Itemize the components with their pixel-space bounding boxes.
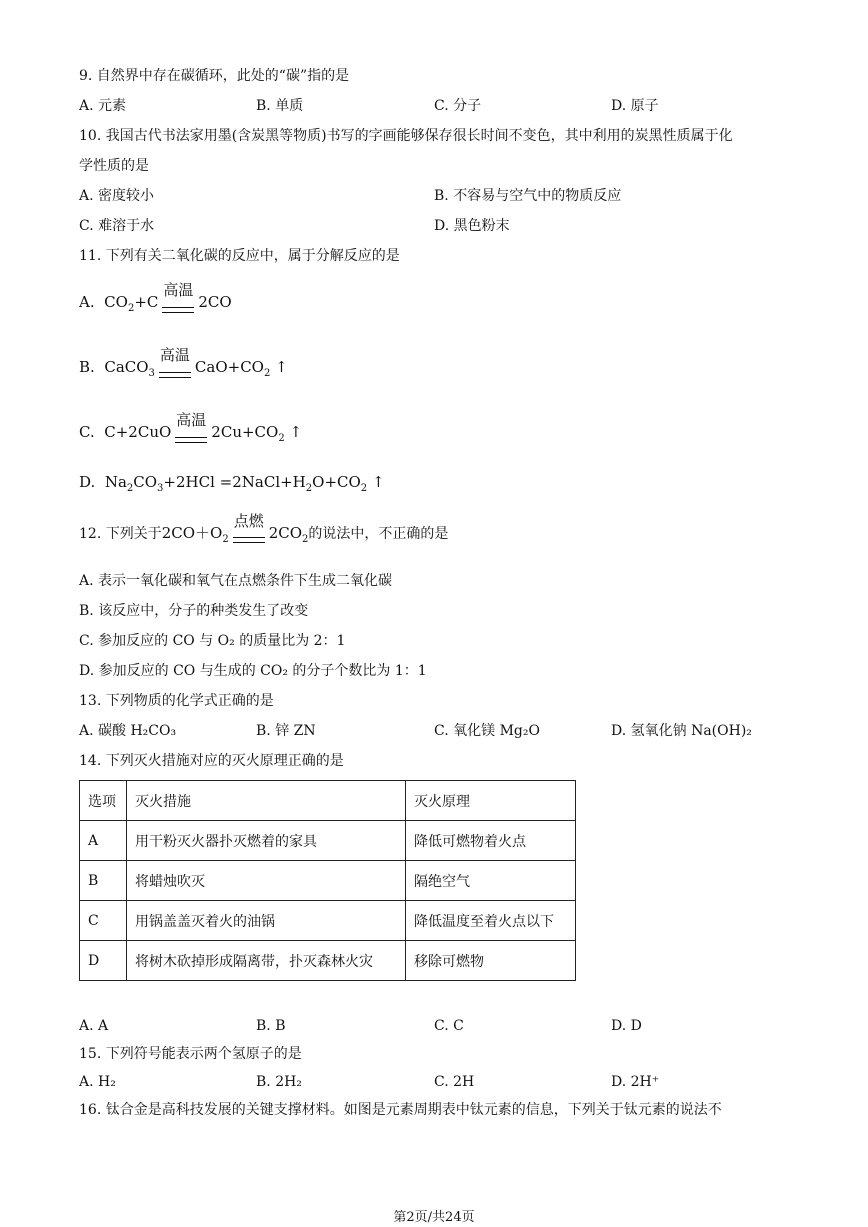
table-cell: 移除可燃物 <box>406 941 576 981</box>
table-cell: 将蜡烛吹灭 <box>127 861 406 901</box>
q11-stem: 11. 下列有关二氧化碳的反应中，属于分解反应的是 <box>79 248 400 264</box>
q14-option-d: D. D <box>611 1018 642 1034</box>
q15-stem: 15. 下列符号能表示两个氢原子的是 <box>79 1046 302 1062</box>
reaction-condition: 高温 <box>159 364 191 384</box>
q10-stem-line1: 10. 我国古代书法家用墨(含炭黑等物质)书写的字画能够保存很长时间不变色，其中利用的炭黑性质属于化 <box>79 128 733 144</box>
q13-stem: 13. 下列物质的化学式正确的是 <box>79 693 274 709</box>
table-cell: 用干粉灭火器扑灭燃着的家具 <box>127 821 406 861</box>
table-cell: 降低温度至着火点以下 <box>406 901 576 941</box>
q12-option-d: D. 参加反应的 CO 与生成的 CO₂ 的分子个数比为 1：1 <box>79 663 427 679</box>
table-cell: 降低可燃物着火点 <box>406 821 576 861</box>
q13-option-c: C. 氧化镁 Mg₂O <box>434 723 540 739</box>
q13-option-b: B. 锌 ZN <box>256 723 316 739</box>
reaction-condition: 点燃 <box>233 530 265 550</box>
table-cell: 将树木砍掉形成隔离带，扑灭森林火灾 <box>127 941 406 981</box>
q12-option-a: A. 表示一氧化碳和氧气在点燃条件下生成二氧化碳 <box>79 573 393 589</box>
table-row <box>80 901 576 941</box>
table-cell: A <box>80 821 127 861</box>
table-cell: D <box>80 941 127 981</box>
table-header-row <box>80 781 576 821</box>
q14-option-b: B. B <box>256 1018 286 1034</box>
q11-option-a: A. $CO_2+C$ 高温 2CO <box>79 292 232 319</box>
q10-option-b: B. 不容易与空气中的物质反应 <box>434 188 622 204</box>
page-number: 第2页/共24页 <box>393 1210 475 1225</box>
q9-option-d: D. 原子 <box>611 98 659 114</box>
q10-option-a: A. 密度较小 <box>79 188 155 204</box>
q12-option-b: B. 该反应中，分子的种类发生了改变 <box>79 603 309 619</box>
reaction-condition: 高温 <box>162 299 194 319</box>
table-header-cell: 灭火原理 <box>406 781 576 821</box>
q14-table <box>79 780 576 981</box>
q10-option-d: D. 黑色粉末 <box>434 218 510 234</box>
q14-stem: 14. 下列灭火措施对应的灭火原理正确的是 <box>79 753 344 769</box>
q15-option-d: D. 2H⁺ <box>611 1074 660 1090</box>
q10-stem-line2: 学性质的是 <box>79 158 149 174</box>
q9-stem: 9. 自然界中存在碳循环，此处的“碳”指的是 <box>79 68 350 84</box>
q15-option-a: A. H₂ <box>79 1074 116 1090</box>
q9-option-a: A. 元素 <box>79 98 127 114</box>
q10-option-c: C. 难溶于水 <box>79 218 155 234</box>
table-row <box>80 861 576 901</box>
q14-option-a: A. A <box>79 1018 109 1034</box>
table-row <box>80 821 576 861</box>
table-cell: C <box>80 901 127 941</box>
table-cell: B <box>80 861 127 901</box>
q9-option-b: B. 单质 <box>256 98 304 114</box>
table-cell: 用锅盖盖灭着火的油锅 <box>127 901 406 941</box>
q11-option-d: D. $Na_2CO_3+2HCl$ $=2NaCl+H_2O+CO_2$ ↑ <box>79 473 385 494</box>
q16-stem: 16. 钛合金是高科技发展的关键支撑材料。如图是元素周期表中钛元素的信息，下列关于钛元素的说法不 <box>79 1102 722 1118</box>
q15-option-b: B. 2H₂ <box>256 1074 302 1090</box>
table-header-cell: 选项 <box>80 781 127 821</box>
q13-option-a: A. 碳酸 H₂CO₃ <box>79 723 177 739</box>
q11-option-b: B. CaCO$_3$ 高温 $CaO+CO_2$ ↑ <box>79 357 288 384</box>
table-row <box>80 941 576 981</box>
q12-stem: 12. 下列关于$2CO+O_2$ 点燃 $2CO_2$的说法中，不正确的是 <box>79 523 448 550</box>
q9-option-c: C. 分子 <box>434 98 482 114</box>
q13-option-d: D. 氢氧化钠 Na(OH)₂ <box>611 723 752 739</box>
q14-option-c: C. C <box>434 1018 464 1034</box>
q12-option-c: C. 参加反应的 CO 与 O₂ 的质量比为 2：1 <box>79 633 346 649</box>
table-cell: 隔绝空气 <box>406 861 576 901</box>
q11-option-c: C. C+2CuO 高温 $2Cu+CO_2$ ↑ <box>79 422 302 449</box>
table-header-cell: 灭火措施 <box>127 781 406 821</box>
q15-option-c: C. 2H <box>434 1074 475 1090</box>
reaction-condition: 高温 <box>175 429 207 449</box>
